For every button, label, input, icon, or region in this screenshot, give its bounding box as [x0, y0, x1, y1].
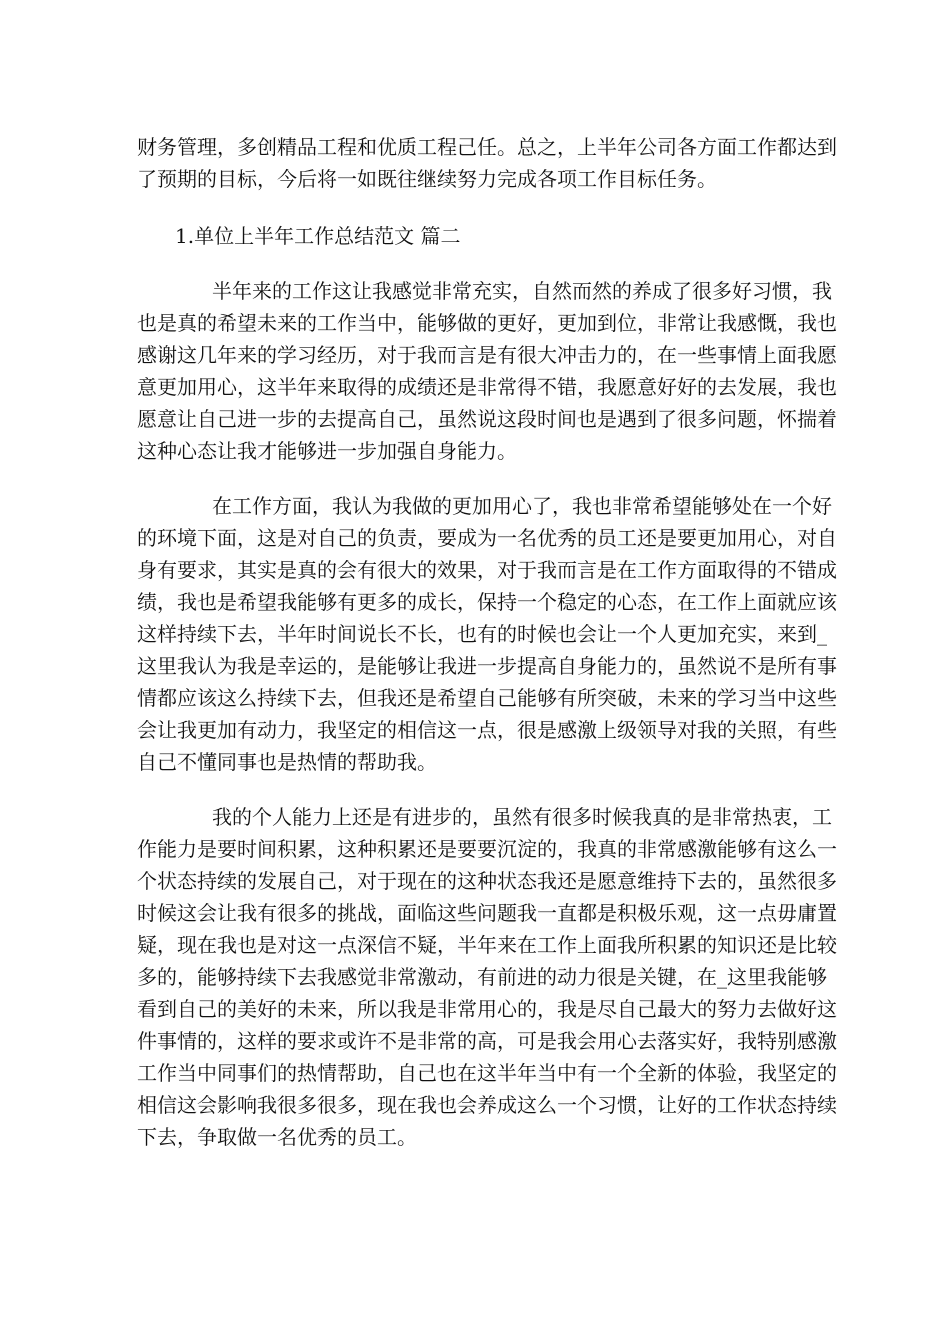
text-line: 会让我更加有动力，我坚定的相信这一点，很是感激上级领导对我的关照，有些: [137, 718, 837, 742]
document-page: [137, 131, 837, 1176]
text-line: 了预期的目标，今后将一如既往继续努力完成各项工作目标任务。: [137, 167, 717, 191]
text-line: 作能力是要时间积累，这种积累还是要要沉淀的，我真的非常感激能够有这么一: [137, 837, 837, 861]
text-line: 身有要求，其实是真的会有很大的效果，对于我而言是在工作方面取得的不错成: [137, 558, 837, 582]
text-line: 时候这会让我有很多的挑战，面临这些问题我一直都是积极乐观，这一点毋庸置: [137, 901, 837, 925]
text-line: 这样持续下去，半年时间说长不长，也有的时候也会让一个人更加充实，来到_: [137, 622, 827, 646]
text-line: 在工作方面，我认为我做的更加用心了，我也非常希望能够处在一个好: [212, 494, 832, 518]
text-line: 这里我认为我是幸运的，是能够让我进一步提高自身能力的，虽然说不是所有事: [137, 654, 837, 678]
text-line: 看到自己的美好的未来，所以我是非常用心的，我是尽自己最大的努力去做好这: [137, 997, 837, 1021]
text-line: 疑，现在我也是对这一点深信不疑，半年来在工作上面我所积累的知识还是比较: [137, 933, 837, 957]
text-line: 这种心态让我才能够进一步加强自身能力。: [137, 439, 517, 463]
text-line: 财务管理，多创精品工程和优质工程己任。总之，上半年公司各方面工作都达到: [137, 135, 837, 159]
section-heading: 1.单位上半年工作总结范文 篇二: [175, 224, 461, 248]
text-line: 下去，争取做一名优秀的员工。: [137, 1125, 417, 1149]
text-line: 感谢这几年来的学习经历，对于我而言是有很大冲击力的，在一些事情上面我愿: [137, 343, 837, 367]
text-line: 半年来的工作这让我感觉非常充实，自然而然的养成了很多好习惯，我: [212, 279, 832, 303]
text-line: 相信这会影响我很多很多，现在我也会养成这么一个习惯，让好的工作状态持续: [137, 1093, 837, 1117]
text-line: 意更加用心，这半年来取得的成绩还是非常得不错，我愿意好好的去发展，我也: [137, 375, 837, 399]
paragraph-2: [137, 490, 837, 778]
text-line: 我的个人能力上还是有进步的，虽然有很多时候我真的是非常热衷，工: [212, 805, 832, 829]
text-line: 愿意让自己进一步的去提高自己，虽然说这段时间也是遇到了很多问题，怀揣着: [137, 407, 837, 431]
text-line: 自己不懂同事也是热情的帮助我。: [137, 750, 437, 774]
text-line: 绩，我也是希望我能够有更多的成长，保持一个稳定的心态，在工作上面就应该: [137, 590, 837, 614]
text-line: 的环境下面，这是对自己的负责，要成为一名优秀的员工还是要更加用心，对自: [137, 526, 837, 550]
intro-paragraph: [137, 131, 837, 195]
text-line: 件事情的，这样的要求或许不是非常的高，可是我会用心去落实好，我特别感激: [137, 1029, 837, 1053]
text-line: 也是真的希望未来的工作当中，能够做的更好，更加到位，非常让我感慨，我也: [137, 311, 837, 335]
text-line: 个状态持续的发展自己，对于现在的这种状态我还是愿意维持下去的，虽然很多: [137, 869, 837, 893]
text-line: 工作当中同事们的热情帮助，自己也在这半年当中有一个全新的体验，我坚定的: [137, 1061, 837, 1085]
paragraph-1: [137, 275, 837, 467]
paragraph-3: [137, 801, 837, 1153]
text-line: 多的，能够持续下去我感觉非常激动，有前进的动力很是关键，在_这里我能够: [137, 965, 827, 989]
text-line: 情都应该这么持续下去，但我还是希望自己能够有所突破，未来的学习当中这些: [137, 686, 837, 710]
